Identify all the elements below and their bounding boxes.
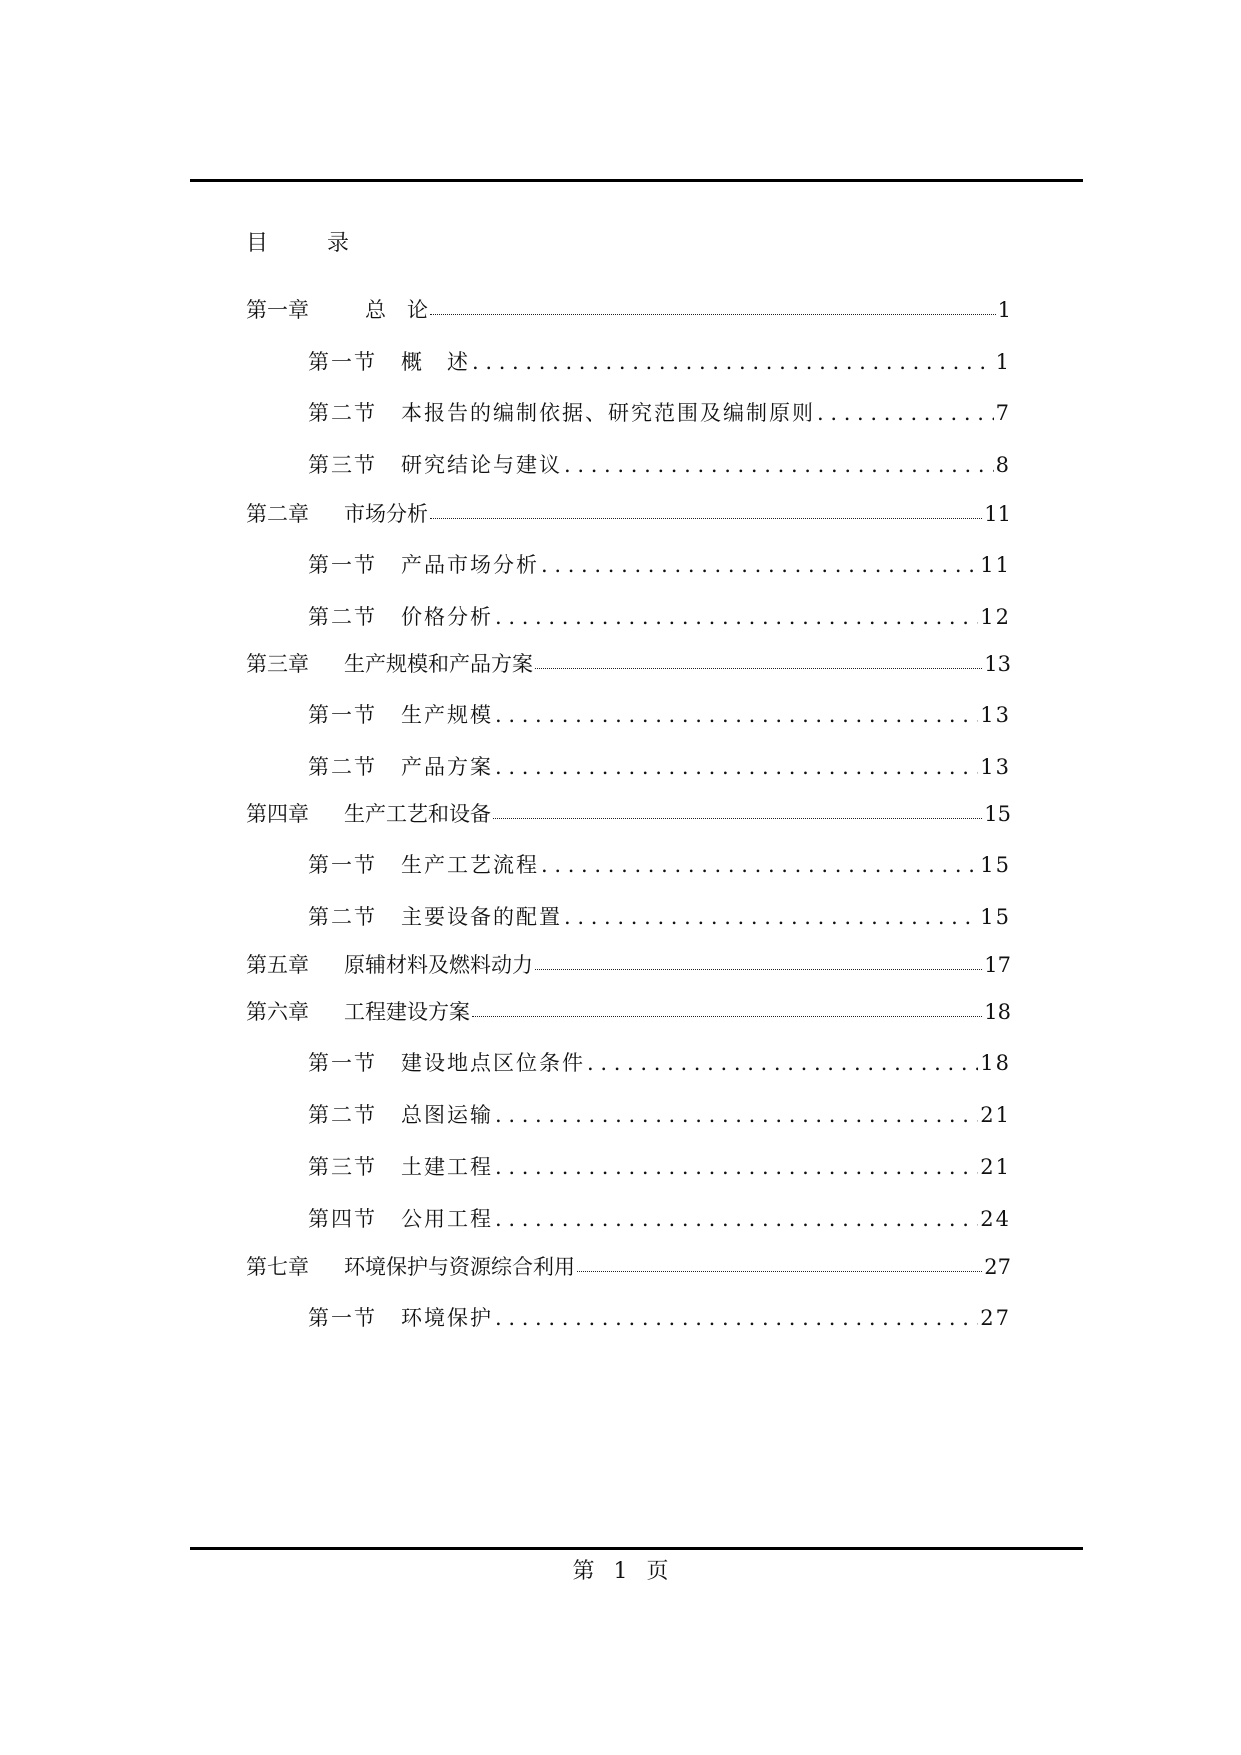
toc-section-entry[interactable] <box>308 1047 1011 1077</box>
toc-section-entry[interactable] <box>308 901 1011 931</box>
toc-dot-leader <box>495 1103 978 1127</box>
toc-section-entry[interactable] <box>308 1099 1011 1129</box>
toc-chapter-entry[interactable] <box>246 1251 1011 1281</box>
toc-entry-number: 第一节 <box>308 853 377 877</box>
toc-entry-number: 第一节 <box>308 350 377 374</box>
toc-dot-leader <box>535 969 982 970</box>
toc-entry-page: 1 <box>997 298 1011 322</box>
toc-dot-leader <box>495 755 978 779</box>
toc-entry-page: 7 <box>995 401 1011 425</box>
toc-entry-number: 第六章 <box>246 1000 309 1024</box>
toc-dot-leader <box>472 1016 982 1017</box>
toc-entry-label: 生产规模和产品方案 <box>344 652 533 676</box>
toc-entry-number: 第一章 <box>246 298 309 322</box>
toc-entry-label: 建设地点区位条件 <box>401 1051 585 1075</box>
toc-dot-leader <box>493 818 982 819</box>
toc-section-entry[interactable] <box>308 1302 1011 1332</box>
toc-entry-number: 第三节 <box>308 1155 377 1179</box>
toc-dot-leader <box>587 1051 978 1075</box>
toc-entry-label: 生产规模 <box>401 703 493 727</box>
toc-entry-number: 第五章 <box>246 953 309 977</box>
toc-entry-page: 17 <box>984 953 1011 977</box>
toc-entry-page: 11 <box>984 502 1011 526</box>
toc-entry-number: 第一节 <box>308 553 377 577</box>
toc-entry-page: 13 <box>984 652 1011 676</box>
toc-entry-page: 18 <box>980 1051 1011 1075</box>
toc-entry-label: 原辅材料及燃料动力 <box>344 953 533 977</box>
toc-entry-label: 总图运输 <box>401 1103 493 1127</box>
toc-entry-number: 第二节 <box>308 401 377 425</box>
toc-dot-leader <box>430 314 996 315</box>
toc-dot-leader <box>495 605 978 629</box>
toc-entry-page: 18 <box>984 1000 1011 1024</box>
toc-entry-page: 1 <box>995 350 1011 374</box>
toc-entry-label: 价格分析 <box>401 605 493 629</box>
toc-entry-label: 主要设备的配置 <box>401 905 562 929</box>
toc-entry-page: 15 <box>980 853 1011 877</box>
header-rule <box>190 179 1083 182</box>
toc-chapter-entry[interactable] <box>246 648 1011 678</box>
toc-section-entry[interactable] <box>308 1151 1011 1181</box>
toc-section-entry[interactable] <box>308 699 1011 729</box>
toc-entry-label: 市场分析 <box>344 502 428 526</box>
toc-entry-label: 本报告的编制依据、研究范围及编制原则 <box>401 401 815 425</box>
toc-section-entry[interactable] <box>308 849 1011 879</box>
toc-entry-number: 第二章 <box>246 502 309 526</box>
toc-entry-page: 27 <box>984 1255 1011 1279</box>
page-footer <box>0 1554 1241 1585</box>
toc-section-entry[interactable] <box>308 346 1011 376</box>
toc-entry-label: 总 论 <box>344 298 428 322</box>
toc-section-entry[interactable] <box>308 601 1011 631</box>
toc-entry-number: 第二节 <box>308 905 377 929</box>
toc-entry-number: 第一节 <box>308 1051 377 1075</box>
toc-chapter-entry[interactable] <box>246 996 1011 1026</box>
toc-entry-number: 第一节 <box>308 1306 377 1330</box>
toc-entry-page: 13 <box>980 755 1011 779</box>
toc-entry-label: 概 述 <box>401 350 470 374</box>
toc-entry-label: 产品市场分析 <box>401 553 539 577</box>
toc-section-entry[interactable] <box>308 549 1011 579</box>
toc-entry-number: 第四章 <box>246 802 309 826</box>
toc-entry-label: 产品方案 <box>401 755 493 779</box>
toc-dot-leader <box>564 905 978 929</box>
toc-entry-page: 24 <box>980 1207 1011 1231</box>
toc-dot-leader <box>817 401 994 425</box>
toc-entry-page: 27 <box>980 1306 1011 1330</box>
toc-entry-label: 生产工艺流程 <box>401 853 539 877</box>
toc-entry-number: 第三章 <box>246 652 309 676</box>
toc-entry-number: 第七章 <box>246 1255 309 1279</box>
toc-chapter-entry[interactable] <box>246 498 1011 528</box>
toc-chapter-entry[interactable] <box>246 798 1011 828</box>
toc-entry-number: 第一节 <box>308 703 377 727</box>
toc-dot-leader <box>495 1207 978 1231</box>
toc-entry-label: 环境保护 <box>401 1306 493 1330</box>
toc-entry-label: 公用工程 <box>401 1207 493 1231</box>
toc-entry-label: 环境保护与资源综合利用 <box>344 1255 575 1279</box>
toc-section-entry[interactable] <box>308 449 1011 479</box>
toc-entry-page: 15 <box>984 802 1011 826</box>
toc-entry-number: 第三节 <box>308 453 377 477</box>
footer-prefix: 第 <box>572 1559 595 1584</box>
toc-entry-page: 15 <box>980 905 1011 929</box>
footer-suffix: 页 <box>646 1559 669 1584</box>
toc-entry-page: 21 <box>980 1155 1011 1179</box>
footer-page-number: 1 <box>613 1559 628 1584</box>
toc-title: 目 录 <box>246 231 375 256</box>
toc-dot-leader <box>430 518 982 519</box>
toc-dot-leader <box>564 453 994 477</box>
toc-entry-number: 第二节 <box>308 605 377 629</box>
toc-chapter-entry[interactable] <box>246 949 1011 979</box>
toc-dot-leader <box>495 1306 978 1330</box>
toc-entry-page: 12 <box>980 605 1011 629</box>
toc-chapter-entry[interactable] <box>246 294 1011 324</box>
toc-entry-page: 8 <box>995 453 1011 477</box>
toc-section-entry[interactable] <box>308 751 1011 781</box>
toc-dot-leader <box>472 350 994 374</box>
toc-dot-leader <box>495 703 978 727</box>
toc-dot-leader <box>577 1271 982 1272</box>
toc-entry-number: 第二节 <box>308 1103 377 1127</box>
toc-entry-number: 第四节 <box>308 1207 377 1231</box>
toc-dot-leader <box>535 668 982 669</box>
toc-section-entry[interactable] <box>308 1203 1011 1233</box>
toc-entry-label: 研究结论与建议 <box>401 453 562 477</box>
toc-entry-label: 工程建设方案 <box>344 1000 470 1024</box>
toc-dot-leader <box>495 1155 978 1179</box>
toc-entry-label: 土建工程 <box>401 1155 493 1179</box>
toc-entry-page: 13 <box>980 703 1011 727</box>
toc-entry-page: 21 <box>980 1103 1011 1127</box>
footer-rule <box>190 1547 1083 1550</box>
toc-entry-page: 11 <box>980 553 1011 577</box>
toc-dot-leader <box>541 853 978 877</box>
toc-entry-number: 第二节 <box>308 755 377 779</box>
toc-section-entry[interactable] <box>308 397 1011 427</box>
toc-dot-leader <box>541 553 978 577</box>
toc-entry-label: 生产工艺和设备 <box>344 802 491 826</box>
